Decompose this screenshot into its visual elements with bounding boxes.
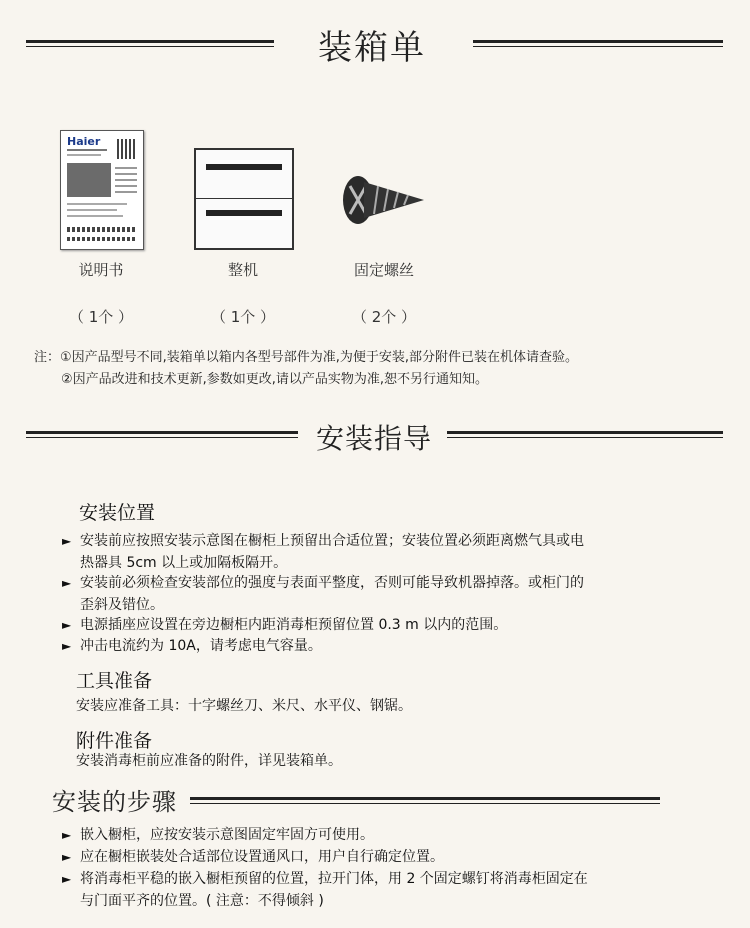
item-name-screw: 固定螺丝 (353, 261, 414, 279)
steps-title: 安装的步骤 (52, 788, 177, 816)
bullet-arrow-icon: ► (62, 639, 72, 653)
location-bullet-3: ► 电源插座应设置在旁边橱柜内距消毒柜预留位置 0.3 m 以内的范围。 (62, 614, 507, 636)
guide-rule-left (26, 431, 298, 438)
item-qty-manual: （ 1个 ） (68, 308, 134, 326)
drawer-handle-upper (206, 164, 282, 170)
item-name-cabinet: 整机 (227, 261, 258, 279)
accessories-text: 安装消毒柜前应准备的附件，详见装箱单。 (76, 753, 342, 769)
location-bullet-2: ► 安装前必须检查安装部位的强度与表面平整度，否则可能导致机器掉落。或柜门的 歪斜及错位。 (62, 572, 584, 616)
item-name-manual: 说明书 (78, 261, 124, 279)
location-bullet-4: ► 冲击电流约为 10A，请考虑电气容量。 (62, 635, 322, 657)
item-qty-screw: （ 2个 ） (351, 308, 417, 326)
item-qty-cabinet: （ 1个 ） (210, 308, 276, 326)
packing-note-2: ②因产品改进和技术更新,参数如更改,请以产品实物为准,恕不另行通知知。 (61, 372, 489, 387)
drawer-handle-lower (206, 210, 282, 216)
qr-code-icon (117, 139, 137, 159)
location-bullet-1: ► 安装前应按照安装示意图在橱柜上预留出合适位置；安装位置必须距离燃气具或电 热器具 5cm 以上或加隔板隔开。 (62, 530, 584, 574)
steps-bullet-3: ► 将消毒柜平稳的嵌入橱柜预留的位置，拉开门体，用 2 个固定螺钉将消毒柜固定在 与门面平齐的位置。( 注意：不得倾斜 ) (62, 868, 588, 912)
bullet-arrow-icon: ► (62, 850, 72, 864)
manual-booklet-icon (60, 130, 144, 250)
packing-note-1: 注：①因产品型号不同,装箱单以箱内各型号部件为准,为便于安装,部分附件已装在机体请查验。 (34, 350, 579, 365)
guide-title: 安装指导 (316, 422, 433, 455)
bullet-arrow-icon: ► (62, 618, 72, 632)
manual-brand-logo: Haier (67, 135, 101, 148)
bullet-arrow-icon: ► (62, 828, 72, 842)
tools-heading: 工具准备 (76, 670, 153, 692)
tools-text: 安装应准备工具：十字螺丝刀、米尺、水平仪、钢锯。 (76, 698, 412, 714)
bullet-arrow-icon: ► (62, 534, 72, 548)
bullet-arrow-icon: ► (62, 576, 72, 590)
steps-bullet-2: ► 应在橱柜嵌装处合适部位设置通风口，用户自行确定位置。 (62, 846, 444, 868)
packing-title: 装箱单 (318, 28, 426, 68)
steps-rule (190, 797, 660, 804)
guide-rule-right (447, 431, 723, 438)
location-heading: 安装位置 (79, 502, 156, 524)
title-rule-left (26, 40, 274, 47)
accessories-heading: 附件准备 (76, 730, 153, 752)
cabinet-drawers-icon (194, 148, 294, 250)
title-rule-right (473, 40, 723, 47)
bullet-arrow-icon: ► (62, 872, 72, 886)
steps-bullet-1: ► 嵌入橱柜，应按安装示意图固定牢固方可使用。 (62, 824, 374, 846)
screw-icon (340, 172, 426, 228)
